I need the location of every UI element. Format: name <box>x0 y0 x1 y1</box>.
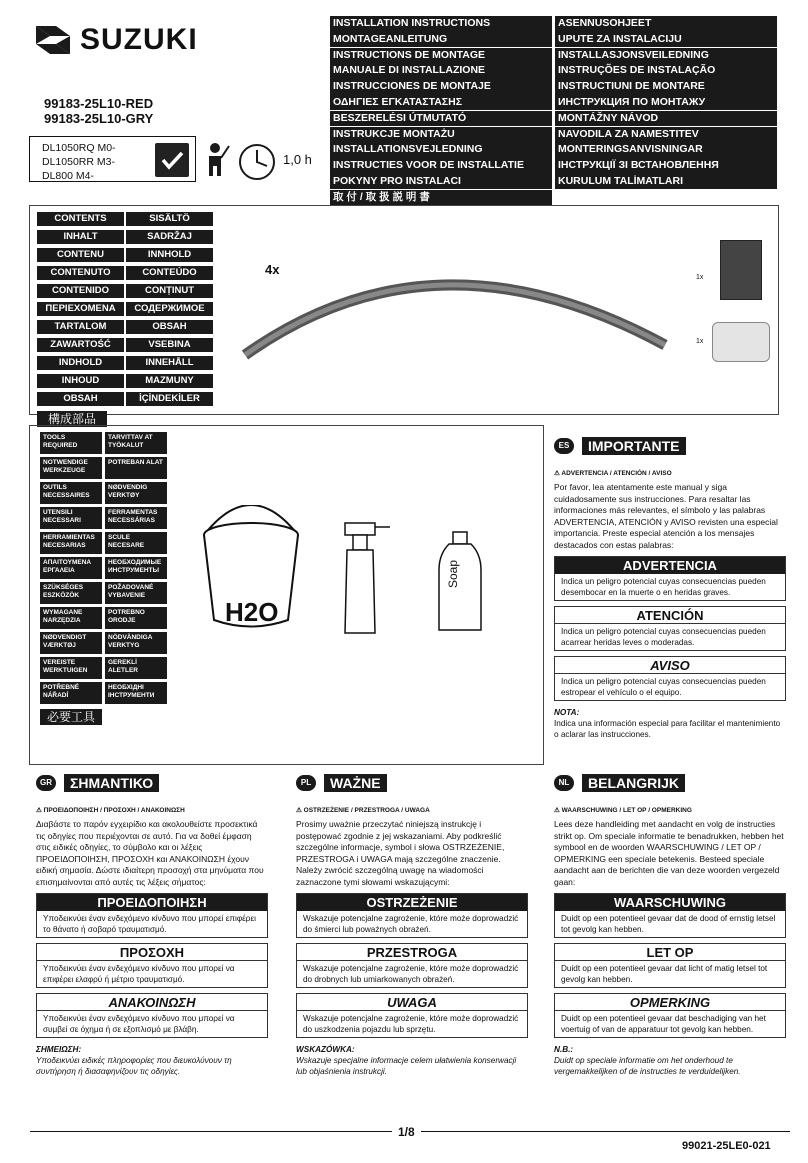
tool-label: POTREBNO ORODJE <box>105 607 167 629</box>
section-title: ΣΗΜΑΝΤΙΚΟ <box>64 774 159 792</box>
lang-row: INSTALLATION INSTRUCTIONS <box>330 16 552 32</box>
lang-row: ΟΔΗΓΙΕΣ ΕΓΚΑΤΑΣΤΑΣΗΣ <box>330 95 552 111</box>
rim-tape-illustration <box>235 250 675 360</box>
warning-triangle-icon: ⚠ <box>36 807 44 814</box>
tool-label: TOOLS REQUIRED <box>40 432 102 454</box>
tools-label-jp: 必要工具 <box>40 709 102 725</box>
section-nl <box>554 774 786 1077</box>
lang-row: NAVODILA ZA NAMESTITEV <box>555 127 777 143</box>
soap-label: Soap <box>446 559 460 588</box>
contents-label: СОДЕРЖИМОЕ <box>126 302 213 316</box>
intro-text: Prosimy uważnie przeczytać niniejszą instrukcję i postępować zgodnie z jej wskazaniami. Aby podkreślić szczególne informacje, symbol i słowa OSTRZEŻENIE, PRZESTROGA i UWAGA mają szczególne znaczenie. Należy zwrócić szczególną uwagę na wiadomości zaznaczone tymi słowami wskazującymi: <box>296 819 505 887</box>
lang-row: MONTERINGSANVISNINGAR <box>555 142 777 158</box>
tool-label: VEREISTE WERKTUIGEN <box>40 657 102 679</box>
warning-text: Duidt op een potentieel gevaar dat de dood of ernstig letsel tot gevolg kan hebben. <box>561 914 776 934</box>
note-heading: WSKAZÓWKA: <box>296 1045 355 1054</box>
page-number: 1/8 <box>392 1125 421 1139</box>
notice-text: Duidt op een potentieel gevaar dat beschadiging van het voertuig of van de apparatuur tot gevolg kan hebben. <box>561 1014 766 1034</box>
contents-label: INNEHÅLL <box>126 356 213 370</box>
notice-heading: ΑΝΑΚΟΙΝΩΣΗ <box>37 994 267 1011</box>
tool-label: POTŘEBNÉ NÁŘADÍ <box>40 682 102 704</box>
lang-row: KURULUM TALİMATLARI <box>555 174 777 190</box>
lang-badge: ES <box>554 438 574 454</box>
qty-applicator: 1x <box>696 338 704 345</box>
language-list-left <box>330 16 552 206</box>
caution-heading: ΠΡΟΣΟΧΗ <box>37 944 267 961</box>
work-time-area <box>205 140 325 184</box>
notice-text: Υποδεικνύει έναν ενδεχόμενο κίνδυνο που μπορεί να συμβεί σε όχημα ή σε εξοπλισμό με βλάβη. <box>43 1014 235 1034</box>
intro-text: Lees deze handleiding met aandacht en volg de instructies strikt op. Om speciale informatie te benadrukken, hebben het symbool en de woorden WAARSCHUWING / LET OP / OPMERKING een speciale betekenis. Besteed speciale aandacht aan de berichten die van deze woorden vergezeld gaan: <box>554 819 784 887</box>
section-es <box>554 437 786 740</box>
note-text: Υποδεικνύει ειδικές πληροφορίες που διευκολύνουν τη συντήρηση ή διασαφηνίζουν τις οδηγίες. <box>36 1056 232 1076</box>
contents-label: CONTENTS <box>37 212 124 226</box>
lang-row: INSTRUKCJE MONTAŻU <box>330 127 552 143</box>
section-pl <box>296 774 528 1077</box>
model-1: DL1050RQ M0- <box>42 142 116 154</box>
tool-label: TARVITTAV AT TYÖKALUT <box>105 432 167 454</box>
lang-row: INSTRUCTIONS DE MONTAGE <box>330 48 552 64</box>
warning-heading: OSTRZEŻENIE <box>297 894 527 911</box>
caution-text: Υποδεικνύει έναν ενδεχόμενο κίνδυνο που μπορεί να επιφέρει ελαφρύ ή μέτριο τραυματισμό. <box>43 964 235 984</box>
signal-legend: ⚠ OSTRZEŻENIE / PRZESTROGA / UWAGA <box>296 807 430 814</box>
tool-label: SCULE NECESARE <box>105 532 167 554</box>
tool-label: GEREKLİ ALETLER <box>105 657 167 679</box>
warning-heading: ADVERTENCIA <box>555 557 785 574</box>
lang-row: INSTALLATIONSVEJLEDNING <box>330 142 552 158</box>
warning-triangle-icon: ⚠ <box>554 807 562 814</box>
section-title: IMPORTANTE <box>582 437 686 455</box>
lang-row: INSTALLASJONSVEILEDNING <box>555 48 777 64</box>
note-text: Wskazuje specjalne informacje celem ułatwienia konserwacji lub objaśnienia instrukcji. <box>296 1056 517 1076</box>
contents-label: INDHOLD <box>37 356 124 370</box>
lang-row: INSTRUÇÕES DE INSTALAÇÃO <box>555 63 777 79</box>
contents-label: CONTENU <box>37 248 124 262</box>
contents-label: OBSAH <box>126 320 213 334</box>
lang-badge: NL <box>554 775 574 791</box>
contents-label: ZAWARTOŚĆ <box>37 338 124 352</box>
language-list-right <box>555 16 777 190</box>
contents-label: SISÄLTÖ <box>126 212 213 226</box>
soap-bottle-icon <box>435 530 485 635</box>
lang-row: MONTAGEANLEITUNG <box>330 32 552 48</box>
lang-row: MANUALE DI INSTALLAZIONE <box>330 63 552 79</box>
lang-row: INSTRUCCIONES DE MONTAJE <box>330 79 552 95</box>
lang-badge: GR <box>36 775 56 791</box>
model-3: DL800 M4- <box>42 170 94 182</box>
section-title: BELANGRIJK <box>582 774 685 792</box>
lang-row: ИНСТРУКЦИЯ ПО МОНТАЖУ <box>555 95 777 111</box>
contents-label: SADRŽAJ <box>126 230 213 244</box>
signal-legend: ⚠ WAARSCHUWING / LET OP / OPMERKING <box>554 807 692 814</box>
notice-heading: OPMERKING <box>555 994 785 1011</box>
notice-heading: AVISO <box>555 657 785 674</box>
spray-bottle-icon <box>335 515 395 635</box>
applicator-icon <box>712 322 770 362</box>
contents-label: CONTEÚDO <box>126 266 213 280</box>
tool-label: UTENSILI NECESSARI <box>40 507 102 529</box>
section-gr <box>36 774 268 1077</box>
suzuki-logo <box>32 22 232 58</box>
qty-instruction-sheet: 1x <box>696 274 704 281</box>
tool-label: HERRAMIENTAS NECESARIAS <box>40 532 102 554</box>
note-heading: NOTA: <box>554 708 580 717</box>
tool-label: НЕОБХОДИМЫЕ ИНСТРУМЕНТЫ <box>105 557 167 579</box>
section-title: WAŻNE <box>324 774 387 792</box>
contents-label: TARTALOM <box>37 320 124 334</box>
contents-label-jp: 構成部品 <box>37 411 107 427</box>
note-heading: ΣΗΜΕΙΩΣΗ: <box>36 1045 82 1054</box>
tool-label: NØDVENDIG VERKTØY <box>105 482 167 504</box>
warning-triangle-icon: ⚠ <box>554 470 562 477</box>
contents-label: CONȚINUT <box>126 284 213 298</box>
brand-name: SUZUKI <box>80 23 198 56</box>
note-heading: N.B.: <box>554 1045 574 1054</box>
contents-label: VSEBINA <box>126 338 213 352</box>
model-2: DL1050RR M3- <box>42 156 115 168</box>
contents-label: OBSAH <box>37 392 124 406</box>
contents-label: INHOUD <box>37 374 124 388</box>
bucket-label: H2O <box>225 597 279 627</box>
model-box <box>29 136 196 182</box>
tool-label: SZÜKSÉGES ESZKÖZÖK <box>40 582 102 604</box>
part-number-gry: 99183-25L10-GRY <box>44 111 154 126</box>
tool-label: NØDVENDIGT VÆRKTØJ <box>40 632 102 654</box>
contents-label: CONTENUTO <box>37 266 124 280</box>
note-text: Indica una información especial para facilitar el mantenimiento o aclarar las instrucciones. <box>554 719 781 739</box>
warning-text: Indica un peligro potencial cuyas consecuencias pueden desembocar en la muerte o en heridas graves. <box>561 577 766 597</box>
warning-heading: WAARSCHUWING <box>555 894 785 911</box>
tool-label: POTREBAN ALAT <box>105 457 167 479</box>
lang-row: MONTÁŽNY NÁVOD <box>555 111 777 127</box>
caution-heading: PRZESTROGA <box>297 944 527 961</box>
lang-row: 取 付 / 取 扱 説 明 書 <box>330 190 552 206</box>
caution-heading: LET OP <box>555 944 785 961</box>
tool-label: OUTILS NECESSAIRES <box>40 482 102 504</box>
tool-label: FERRAMENTAS NECESSÁRIAS <box>105 507 167 529</box>
contents-label: İÇİNDEKİLER <box>126 392 213 406</box>
signal-legend: ⚠ ADVERTENCIA / ATENCIÓN / AVISO <box>554 470 672 477</box>
caution-text: Wskazuje potencjalne zagrożenie, które może doprowadzić do drobnych lub umiarkowanych obrażeń. <box>303 964 519 984</box>
caution-text: Duidt op een potentieel gevaar dat licht of matig letsel tot gevolg kan hebben. <box>561 964 768 984</box>
tool-label: NOTWENDIGE WERKZEUGE <box>40 457 102 479</box>
contents-label: INNHOLD <box>126 248 213 262</box>
lang-row: ASENNUSOHJEET <box>555 16 777 32</box>
notice-text: Indica un peligro potencial cuyas consecuencias pueden estropear el vehículo o el equipo. <box>561 677 766 697</box>
lang-badge: PL <box>296 775 316 791</box>
caution-text: Indica un peligro potencial cuyas consecuencias pueden acarrear heridas leves o moderadas. <box>561 627 766 647</box>
note-text: Duidt op speciale informatie om het onderhoud te vergemakkelijken of de instructies te verduidelijken. <box>554 1056 741 1076</box>
intro-text: Διαβάστε το παρόν εγχειρίδιο και ακολουθείστε προσεκτικά τις οδηγίες που περιέχονται σε αυτό. Για να δοθεί έμφαση στις ειδικές οδηγίες, το σύμβολο και οι λέξεις ΠΡΟΕΙΔΟΠΟΙΗΣΗ, ΠΡΟΣΟΧΗ και ΑΝΑΚΟΙΝΩΣΗ έχουν ειδική σημασία. Δώστε ιδιαίτερη προσοχή στα μηνύματα που επισημαίνονται από αυτές τις λέξεις σήματος: <box>36 819 264 887</box>
lang-row: UPUTE ZA INSTALACIJU <box>555 32 777 48</box>
part-number-red: 99183-25L10-RED <box>44 96 154 111</box>
checkmark-icon <box>155 143 189 177</box>
tool-label: POŽADOVANÉ VYBAVENIE <box>105 582 167 604</box>
tool-label: WYMAGANE NARZĘDZIA <box>40 607 102 629</box>
warning-heading: ΠΡΟΕΙΔΟΠΟΙΗΣΗ <box>37 894 267 911</box>
tool-label: NÖDVÄNDIGA VERKTYG <box>105 632 167 654</box>
warning-text: Υποδεικνύει έναν ενδεχόμενο κίνδυνο που μπορεί επιφέρει το θάνατο ή σοβαρό τραυματισμό. <box>43 914 256 934</box>
qty-main: 4x <box>265 262 280 277</box>
mechanic-clock-icon <box>205 140 280 184</box>
document-number: 99021-25LE0-021 <box>682 1140 771 1152</box>
contents-label: INHALT <box>37 230 124 244</box>
intro-text: Por favor, lea atentamente este manual y siga cuidadosamente sus instrucciones. Para resaltar las informaciones más relevantes, el símbolo y las palabras ADVERTENCIA, ATENCIÓN y AVISO revisten una especial importancia. Preste especial atención a los mensajes destacados con estas palabras: <box>554 482 778 550</box>
lang-row: INSTRUCTIES VOOR DE INSTALLATIE <box>330 158 552 174</box>
lang-row: ІНСТРУКЦІЇ ЗІ ВСТАНОВЛЕННЯ <box>555 158 777 174</box>
instruction-sheet-icon <box>720 240 762 300</box>
suzuki-s-icon <box>32 22 74 58</box>
notice-text: Wskazuje potencjalne zagrożenie, które może doprowadzić do uszkodzenia pojazdu lub sprzętu. <box>303 1014 519 1034</box>
tool-label: НЕОБХІДНІ ІНСТРУМЕНТИ <box>105 682 167 704</box>
notice-heading: UWAGA <box>297 994 527 1011</box>
lang-row: POKYNY PRO INSTALACI <box>330 174 552 190</box>
contents-labels <box>37 212 219 428</box>
work-time: 1,0 h <box>283 152 312 167</box>
caution-heading: ATENCIÓN <box>555 607 785 624</box>
tools-labels <box>40 432 172 726</box>
signal-legend: ⚠ ΠΡΟΕΙΔΟΠΟΙΗΣΗ / ΠΡΟΣΟΧΗ / ΑΝΑΚΟΙΝΩΣΗ <box>36 807 185 814</box>
warning-triangle-icon: ⚠ <box>296 807 304 814</box>
warning-text: Wskazuje potencjalne zagrożenie, które może doprowadzić do śmierci lub poważnych obrażeń. <box>303 914 519 934</box>
contents-label: ΠΕΡΙΕΧΟΜΕΝΑ <box>37 302 124 316</box>
lang-row: BESZERELÉSI ÚTMUTATÓ <box>330 111 552 127</box>
contents-label: MAZMUNY <box>126 374 213 388</box>
contents-label: CONTENIDO <box>37 284 124 298</box>
lang-row: INSTRUCTIUNI DE MONTARE <box>555 79 777 95</box>
tool-label: ΑΠΑΙΤΟΥΜΕΝΑ ΕΡΓΑΛΕΙΑ <box>40 557 102 579</box>
